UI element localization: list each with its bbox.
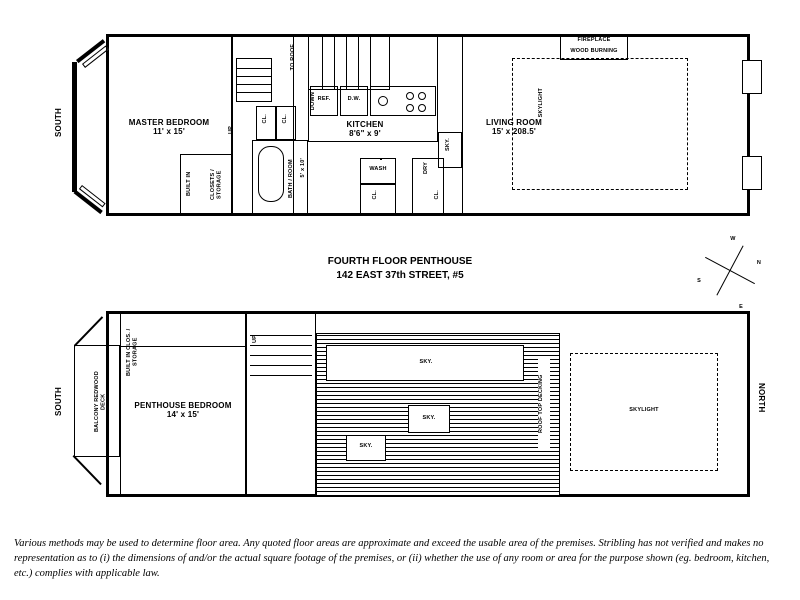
living-room-dims: 15' x 208.5': [491, 127, 537, 137]
compass-label-n: N: [756, 260, 762, 266]
burner: [418, 104, 426, 112]
tub: [258, 146, 284, 202]
label-kitchen: [310, 120, 420, 138]
compass-rose: [690, 232, 770, 312]
label-built-in: BUILT IN: [186, 171, 192, 197]
closet-d: [380, 158, 382, 160]
label-cl-d: CL.: [434, 190, 440, 200]
upper-floor-plan: [54, 30, 740, 220]
burner: [418, 92, 426, 100]
stair-tread: [236, 84, 272, 85]
closet-c: [360, 184, 396, 216]
compass-label-s: S: [697, 278, 701, 284]
stair-riser: [358, 34, 359, 90]
upper-left-vertical-wall: [72, 62, 77, 192]
label-roof-top-decking: ROOF TOP DECKING: [538, 359, 550, 449]
label-up-penthouse: UP: [252, 335, 258, 344]
label-balcony: BALCONY REDWOOD DECK: [94, 371, 107, 433]
bathroom-name: BATH / ROOM: [288, 159, 294, 199]
penthouse-stair-tread: [250, 365, 312, 366]
label-skylight-upper: SKYLIGHT: [538, 88, 544, 118]
stair-tread: [236, 76, 272, 77]
label-south-upper: SOUTH: [54, 108, 63, 137]
stair-tread: [236, 92, 272, 93]
label-sky-upper: SKY.: [445, 138, 451, 152]
penthouse-bedroom-dims: 14' x 15': [166, 410, 200, 420]
stair-upper-box: [236, 58, 272, 102]
label-closets-storage: CLOSETS / STORAGE: [210, 169, 223, 201]
living-room-name: LIVING ROOM: [486, 118, 542, 127]
label-skylight-penthouse: SKYLIGHT: [629, 407, 659, 413]
label-ref: REF.: [317, 96, 331, 102]
window-right-upper: [742, 60, 762, 94]
built-in-closets: [120, 311, 246, 347]
balcony-edge-bottom: [73, 455, 102, 485]
stair-riser: [346, 34, 347, 90]
sink-bowl: [378, 96, 388, 106]
skylight-large-upper: [512, 58, 688, 190]
page-title-line2: 142 EAST 37th STREET, #5: [336, 270, 464, 281]
window-right-lower: [742, 156, 762, 190]
penthouse-stair-tread: [250, 375, 312, 376]
label-south-penthouse: SOUTH: [54, 387, 63, 416]
stair-riser: [370, 34, 371, 90]
label-bathroom: [288, 146, 300, 212]
label-master-bedroom: [110, 118, 228, 136]
master-bedroom-dims: 11' x 15': [153, 127, 185, 137]
label-north-penthouse: NORTH: [757, 383, 766, 413]
stair-tread: [236, 68, 272, 69]
label-down: DOWN: [310, 92, 316, 111]
kitchen-name: KITCHEN: [346, 120, 384, 129]
label-sky-deck-long: SKY.: [419, 359, 433, 365]
stair-down: [308, 34, 390, 90]
penthouse-stair-tread: [250, 355, 312, 356]
label-cl-b: CL.: [282, 114, 288, 124]
label-bathroom-dims: 5' x 10': [300, 158, 306, 178]
penthouse-stair-tread: [250, 345, 312, 346]
master-bedroom-name: MASTER BEDROOM: [128, 118, 210, 127]
penthouse-bedroom-name: PENTHOUSE BEDROOM: [134, 401, 232, 410]
balcony-edge-top: [74, 316, 103, 346]
label-built-in-clos: BUILT IN CLOS. / STORAGE: [126, 328, 139, 376]
label-sky-deck-mid: SKY.: [422, 415, 436, 421]
disclaimer-text: Various methods may be used to determine floor area. Any quoted floor areas are approximate and exceed the usable area of the premises. Stribling has not verified and makes no representation as to (i) the dimensions of and/or the actual square footage of the premises, or (ii) whether the use of any room or area for the purpose shown (eg. bedroom, kitchen, etc.) complies with applicable law.: [14, 538, 770, 580]
label-cl-a: CL.: [262, 114, 268, 124]
label-dw: D.W.: [347, 96, 361, 102]
kitchen-dims: 8'6" x 9': [349, 129, 381, 139]
label-cl-c: CL.: [372, 190, 378, 200]
penthouse-floor-plan: [54, 305, 766, 505]
label-penthouse-bedroom: [122, 401, 244, 419]
burner: [406, 104, 414, 112]
page-title-line1: FOURTH FLOOR PENTHOUSE: [327, 256, 473, 267]
stair-riser: [334, 34, 335, 90]
stair-riser: [322, 34, 323, 90]
compass-axis-2: [716, 246, 743, 296]
label-to-roof: TO ROOF: [290, 44, 296, 71]
compass-label-w: W: [730, 236, 736, 242]
label-wash: WASH: [369, 166, 387, 172]
burner: [406, 92, 414, 100]
label-up-upper: UP: [228, 126, 234, 135]
label-wood-burning: WOOD BURNING: [570, 48, 618, 54]
label-dry: DRY: [423, 162, 429, 175]
label-fireplace: FIREPLACE: [577, 37, 611, 43]
label-sky-deck-low: SKY.: [359, 443, 373, 449]
compass-label-e: E: [739, 304, 743, 310]
